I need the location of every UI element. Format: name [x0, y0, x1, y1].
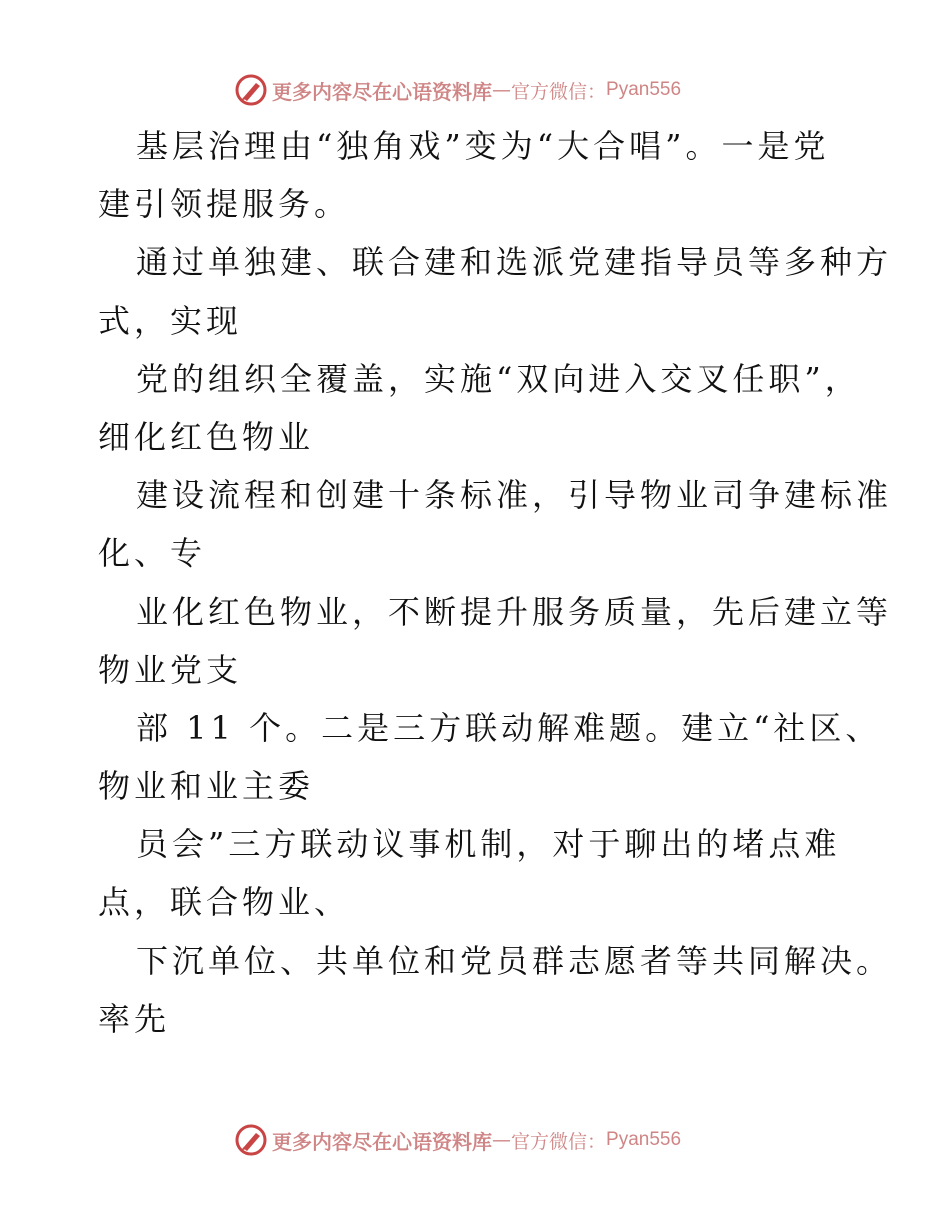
- header-watermark: [234, 73, 734, 107]
- watermark-label: 官方微信：: [511, 1130, 607, 1153]
- text-line: 点，联合物业、: [98, 883, 351, 922]
- document-body: [98, 117, 893, 1048]
- watermark-dash: —: [492, 1129, 511, 1151]
- text-line: 细化红色物业: [98, 417, 315, 456]
- text-line: 员会”三方联动议事机制，对于聊出的堵点难: [136, 825, 841, 864]
- text-line: 业化红色物业，不断提升服务质量，先后建立等: [136, 592, 893, 631]
- text-line: 物业党支: [98, 650, 243, 689]
- watermark-label: 官方微信：: [511, 80, 607, 103]
- watermark-title: 更多内容尽在心语资料库: [272, 79, 492, 104]
- pen-seal-logo-icon: [234, 73, 268, 107]
- text-line: 式，实现: [98, 301, 243, 340]
- text-line: 物业和业主委: [98, 767, 315, 806]
- text-line: 基层治理由“独角戏”变为“大合唱”。一是党: [136, 127, 830, 165]
- text-line: 下沉单位、共单位和党员群志愿者等共同解决。: [136, 941, 893, 980]
- text-line: 建设流程和创建十条标准，引导物业司争建标准: [136, 476, 893, 515]
- watermark-wechat-id: Pyan556: [606, 79, 682, 100]
- text-line: 通过单独建、联合建和选派党建指导员等多种方: [136, 243, 893, 282]
- text-line: 建引领提服务。: [98, 185, 351, 224]
- text-line: 党的组织全覆盖，实施“双向进入交叉任职”，: [136, 359, 861, 398]
- pen-seal-logo-icon: [234, 1123, 268, 1157]
- watermark-dash: —: [492, 79, 511, 101]
- text-line: 率先: [98, 999, 171, 1038]
- footer-watermark: [234, 1123, 734, 1157]
- text-line: 化、专: [98, 534, 207, 573]
- watermark-wechat-id: Pyan556: [606, 1129, 682, 1150]
- text-line: 部 11 个。二是三方联动解难题。建立“社区、: [136, 708, 882, 747]
- watermark-title: 更多内容尽在心语资料库: [272, 1129, 492, 1154]
